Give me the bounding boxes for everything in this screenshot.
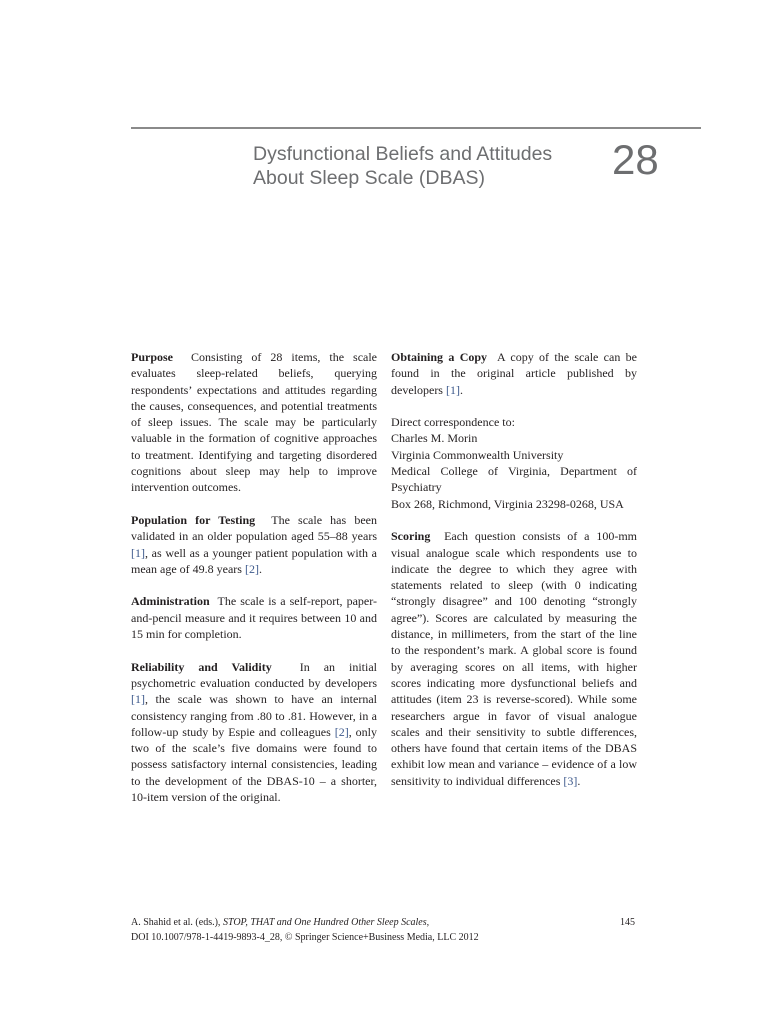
- citation-link[interactable]: [1]: [445, 382, 460, 397]
- reliability-paragraph: [131, 659, 377, 806]
- scoring-paragraph: [391, 528, 637, 789]
- footer-editors: A. Shahid et al. (eds.),: [131, 917, 223, 928]
- obtaining-text-b: .: [459, 382, 463, 397]
- administration-heading: Administration: [131, 594, 210, 609]
- chapter-title-line-2: About Sleep Scale (DBAS): [253, 167, 485, 189]
- scoring-text-b: .: [577, 773, 581, 788]
- reliability-text-b: , the scale was shown to have an internal consistency ranging from .80 to .81. However, in a follow-up study by Espie and colleagues: [131, 692, 377, 739]
- right-column: [391, 349, 637, 805]
- citation-link[interactable]: [1]: [131, 545, 145, 560]
- correspondence-institution: Virginia Commonwealth University: [391, 447, 564, 462]
- obtaining-heading: Obtaining a Copy: [391, 350, 488, 364]
- obtaining-paragraph: [391, 349, 637, 398]
- correspondence-address: Box 268, Richmond, Virginia 23298-0268, USA: [391, 496, 624, 511]
- correspondence-department-cont: Psychiatry: [391, 480, 442, 495]
- footer-line-1: [131, 915, 637, 930]
- obtaining-text-a: A copy of the scale can be found in the original article published by developers: [391, 350, 638, 397]
- citation-link[interactable]: [2]: [334, 724, 349, 739]
- scoring-heading: Scoring: [391, 529, 431, 544]
- header-rule: [131, 127, 701, 129]
- purpose-text: Consisting of 28 items, the scale evaluates sleep-related beliefs, querying respondents’ expectations and attitudes regarding the causes, consequences, and potential treatments of sleep issues. The scale may be particularly valuable in the formation of cognitive approaches to treatment. Identifying and targeting disordered cognitions about sleep may help to improve intervention outcomes.: [131, 350, 378, 495]
- population-heading: Population for Testing: [131, 512, 256, 527]
- correspondence-intro: Direct correspondence to:: [391, 415, 515, 430]
- population-text-b: , as well as a younger patient population with a mean age of 49.8 years: [131, 545, 377, 576]
- reliability-text-c: , only two of the scale’s five domains were found to possess satisfactory internal consistencies, leading to the development of the DBAS-10 – a shorter, 10-item version of the original.: [131, 724, 377, 805]
- purpose-heading: Purpose: [131, 350, 173, 364]
- purpose-paragraph: [131, 349, 377, 496]
- citation-link[interactable]: [2]: [244, 561, 259, 576]
- scoring-text-a: Each question consists of a 100-mm visual analogue scale which respondents use to indicate the degree to which they agree with statements related to sleep (with 0 indicating “strongly disagree” and 100 denoting “strongly agree”). Scores are calculated by measuring the distance, in millimeters, from the start of the line to the respondent’s mark. A global score is found by averaging scores on all items, with higher scores indicating more dysfunctional beliefs and attitudes (item 23 is reverse-scored). While some researchers argue in favor of visual analogue scales and their sensitivity to subtle differences, others have found that certain items of the DBAS exhibit low mean and variance – evidence of a low sensitivity to individual differences: [391, 529, 637, 788]
- reliability-text-a: In an initial psychometric evaluation conducted by developers: [131, 659, 378, 690]
- citation-link[interactable]: [1]: [131, 692, 145, 707]
- population-paragraph: [131, 512, 377, 577]
- correspondence-block: [391, 414, 637, 512]
- correspondence-name: Charles M. Morin: [391, 431, 478, 446]
- correspondence-department: Medical College of Virginia, Department of: [391, 464, 637, 479]
- chapter-title-line-1: Dysfunctional Beliefs and Attitudes: [253, 143, 553, 165]
- administration-text: The scale is a self-report, paper-and-pencil measure and it requires between 10 and 15 min for completion.: [131, 594, 377, 642]
- chapter-number: 28: [612, 136, 659, 183]
- footer-book-title: STOP, THAT and One Hundred Other Sleep Scales,: [222, 917, 430, 928]
- administration-paragraph: [131, 593, 377, 642]
- page-number: 145: [620, 917, 635, 928]
- population-text-a: The scale has been validated in an older population aged 55–88 years: [131, 512, 377, 544]
- chapter-title: [253, 142, 552, 190]
- citation-link[interactable]: [3]: [563, 773, 578, 788]
- footer-citation: [131, 915, 637, 945]
- footer-doi: DOI 10.1007/978-1-4419-9893-4_28, © Springer Science+Business Media, LLC 2012: [131, 932, 479, 943]
- population-text-c: .: [258, 561, 262, 576]
- reliability-heading: Reliability and Validity: [131, 659, 272, 674]
- left-column: [131, 349, 377, 822]
